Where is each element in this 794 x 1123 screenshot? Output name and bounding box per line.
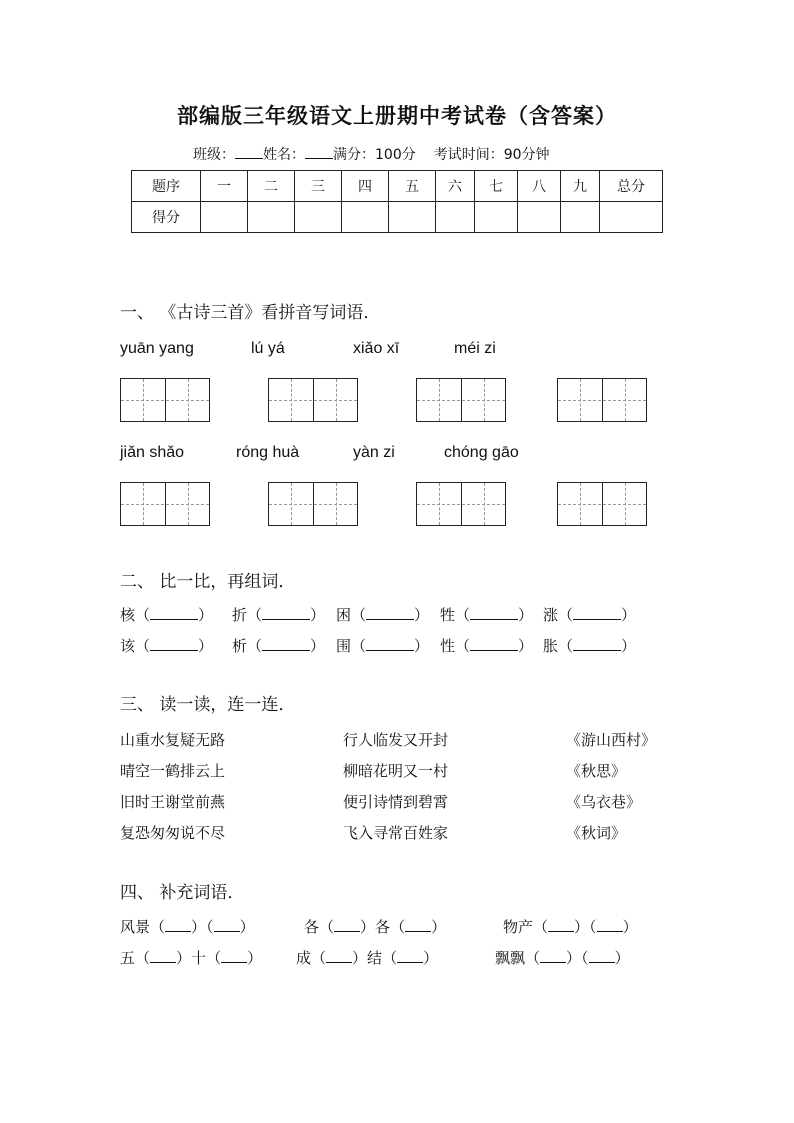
writing-box[interactable] [416, 378, 506, 422]
writing-box[interactable] [120, 482, 210, 526]
answer-blank[interactable] [573, 638, 621, 651]
section-1-heading: 一、 《古诗三首》看拼音写词语． [120, 303, 381, 323]
compare-item [120, 604, 213, 625]
writing-box[interactable] [268, 482, 358, 526]
answer-blank[interactable] [366, 638, 414, 651]
score-header-cell: 三 [295, 171, 342, 202]
score-cell[interactable] [342, 202, 389, 233]
compare-item [120, 635, 213, 656]
score-header-cell: 二 [248, 171, 295, 202]
class-blank[interactable] [235, 146, 263, 159]
paren: ） [414, 637, 430, 655]
pinyin-label: róng huà [236, 444, 300, 461]
word-fill-item: 飘飘（ ）（ ） [495, 949, 630, 967]
score-table [131, 170, 663, 233]
score-table-header-row [132, 171, 663, 202]
answer-blank[interactable] [470, 607, 518, 620]
paren: （ [351, 637, 367, 655]
score-cell[interactable] [561, 202, 600, 233]
poem-line[interactable]: 柳暗花明又一村 [343, 762, 449, 780]
answer-blank[interactable] [150, 950, 176, 963]
score-header-cell: 九 [561, 171, 600, 202]
compare-item [440, 604, 533, 625]
answer-blank[interactable] [165, 919, 191, 932]
score-cell[interactable] [436, 202, 475, 233]
answer-blank[interactable] [405, 919, 431, 932]
paren: ） [310, 637, 326, 655]
compare-item [440, 635, 533, 656]
word-fill-item: 成（ ）结（ ） [296, 949, 439, 967]
word-fill-item: 各（ ）各（ ） [304, 918, 447, 936]
pinyin-label: yuān yang [120, 340, 194, 357]
time-label: 考试时间：90分钟 [433, 147, 550, 163]
pinyin-label: chóng gāo [444, 444, 519, 461]
poem-title[interactable]: 《乌衣巷》 [566, 793, 642, 811]
word-fill-item: 五（ ）十（ ） [120, 949, 263, 967]
answer-blank[interactable] [597, 919, 623, 932]
score-header-cell: 总分 [600, 171, 663, 202]
section-4-heading: 四、 补充词语． [120, 883, 245, 903]
paren: （ [135, 637, 151, 655]
score-cell[interactable] [475, 202, 518, 233]
pinyin-label: jiǎn shǎo [120, 444, 185, 461]
poem-line[interactable]: 山重水复疑无路 [120, 731, 226, 749]
writing-box[interactable] [557, 378, 647, 422]
score-table-score-row [132, 202, 663, 233]
answer-blank[interactable] [548, 919, 574, 932]
paren: ） [198, 606, 214, 624]
paren: ） [518, 606, 534, 624]
poem-title[interactable]: 《秋词》 [566, 824, 627, 842]
compare-char: 困 [336, 606, 352, 624]
exam-info [193, 144, 550, 164]
compare-item [336, 604, 429, 625]
writing-box[interactable] [557, 482, 647, 526]
compare-char: 围 [336, 637, 352, 655]
paren: （ [135, 606, 151, 624]
pinyin-label: xiǎo xī [353, 340, 400, 357]
paren: （ [247, 606, 263, 624]
paren: ） [310, 606, 326, 624]
section-3-heading: 三、 读一读，连一连． [120, 695, 296, 715]
paren: ） [414, 606, 430, 624]
word-fill-item: 物产（ ）（ ） [503, 918, 638, 936]
paren: （ [455, 606, 471, 624]
page-title: 部编版三年级语文上册期中考试卷（含答案） [177, 103, 617, 128]
answer-blank[interactable] [366, 607, 414, 620]
pinyin-label: méi zi [454, 340, 496, 357]
paren: ） [621, 606, 637, 624]
writing-box[interactable] [416, 482, 506, 526]
paren: （ [455, 637, 471, 655]
compare-item [336, 635, 429, 656]
paren: ） [198, 637, 214, 655]
poem-line[interactable]: 飞入寻常百姓家 [343, 824, 449, 842]
poem-line[interactable]: 晴空一鹤排云上 [120, 762, 226, 780]
poem-line[interactable]: 旧时王谢堂前燕 [120, 793, 226, 811]
compare-char: 该 [120, 637, 136, 655]
score-cell[interactable] [600, 202, 663, 233]
compare-char: 胀 [543, 637, 559, 655]
answer-blank[interactable] [334, 919, 360, 932]
compare-char: 折 [232, 606, 248, 624]
paren: （ [558, 637, 574, 655]
compare-item [232, 604, 325, 625]
compare-char: 核 [120, 606, 136, 624]
score-row-label: 得分 [132, 202, 201, 233]
compare-char: 性 [440, 637, 456, 655]
answer-blank[interactable] [221, 950, 247, 963]
compare-char: 析 [232, 637, 248, 655]
paren: ） [621, 637, 637, 655]
score-cell[interactable] [201, 202, 248, 233]
score-cell[interactable] [295, 202, 342, 233]
compare-item [543, 635, 636, 656]
answer-blank[interactable] [573, 607, 621, 620]
poem-line[interactable]: 便引诗情到碧霄 [343, 793, 449, 811]
score-cell[interactable] [248, 202, 295, 233]
section-2-heading: 二、 比一比，再组词． [120, 572, 296, 592]
score-header-cell: 五 [389, 171, 436, 202]
compare-char: 牲 [440, 606, 456, 624]
answer-blank[interactable] [214, 919, 240, 932]
score-header-cell: 四 [342, 171, 389, 202]
answer-blank[interactable] [262, 638, 310, 651]
paren: （ [247, 637, 263, 655]
answer-blank[interactable] [262, 607, 310, 620]
score-header-cell: 七 [475, 171, 518, 202]
poem-line[interactable]: 复恐匆匆说不尽 [120, 824, 226, 842]
score-label: 满分：100分 [333, 147, 416, 163]
paren: ） [518, 637, 534, 655]
name-blank[interactable] [305, 146, 333, 159]
poem-line[interactable]: 行人临发又开封 [343, 731, 449, 749]
answer-blank[interactable] [150, 638, 198, 651]
pinyin-label: yàn zi [353, 444, 395, 461]
score-header-cell: 八 [518, 171, 561, 202]
score-header-cell: 题序 [132, 171, 201, 202]
compare-item [232, 635, 325, 656]
answer-blank[interactable] [589, 950, 615, 963]
name-label: 姓名： [263, 147, 305, 163]
answer-blank[interactable] [150, 607, 198, 620]
compare-item [543, 604, 636, 625]
pinyin-label: lú yá [251, 340, 285, 357]
score-header-cell: 一 [201, 171, 248, 202]
poem-title[interactable]: 《游山西村》 [566, 731, 657, 749]
answer-blank[interactable] [470, 638, 518, 651]
writing-box[interactable] [268, 378, 358, 422]
score-cell[interactable] [389, 202, 436, 233]
answer-blank[interactable] [540, 950, 566, 963]
paren: （ [351, 606, 367, 624]
score-cell[interactable] [518, 202, 561, 233]
writing-box[interactable] [120, 378, 210, 422]
score-header-cell: 六 [436, 171, 475, 202]
answer-blank[interactable] [397, 950, 423, 963]
answer-blank[interactable] [326, 950, 352, 963]
class-label: 班级： [193, 147, 235, 163]
paren: （ [558, 606, 574, 624]
compare-char: 涨 [543, 606, 559, 624]
word-fill-item: 风景（ ）（ ） [120, 918, 255, 936]
poem-title[interactable]: 《秋思》 [566, 762, 627, 780]
